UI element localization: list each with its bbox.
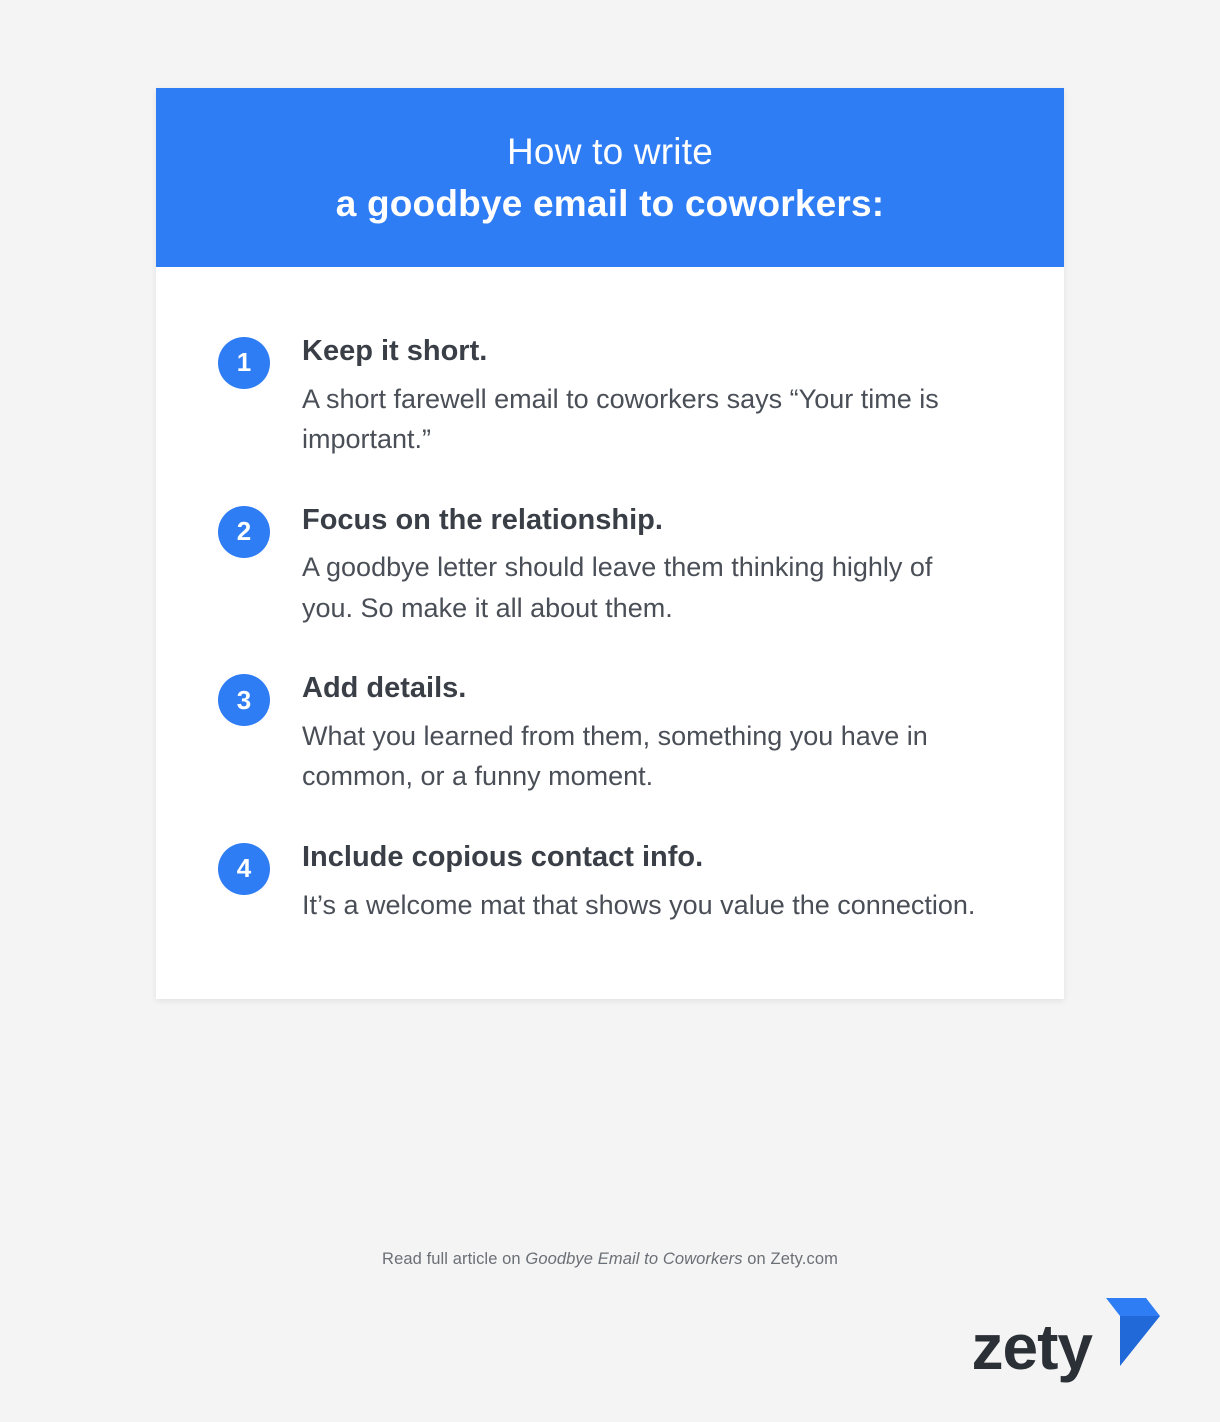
footnote — [0, 1250, 1220, 1269]
step-description: What you learned from them, something you have in common, or a funny moment. — [302, 720, 928, 792]
brand-name: zety — [971, 1311, 1092, 1383]
step-content — [302, 500, 1002, 629]
step-number-badge: 3 — [218, 674, 270, 726]
step-number-badge: 4 — [218, 843, 270, 895]
step-title: Keep it short. — [302, 334, 488, 367]
step-content — [302, 837, 1002, 925]
footnote-article-title: Goodbye Email to Coworkers — [525, 1250, 743, 1268]
card-header — [156, 88, 1064, 267]
list-item — [218, 668, 1002, 797]
infographic-card — [156, 88, 1064, 999]
list-item — [218, 500, 1002, 629]
step-content — [302, 668, 1002, 797]
step-description: It’s a welcome mat that shows you value the connection. — [302, 889, 976, 920]
step-description: A short farewell email to coworkers says “Your time is important.” — [302, 383, 939, 455]
brand-logo — [971, 1296, 1163, 1383]
step-title: Add details. — [302, 672, 467, 705]
step-title: Include copious contact info. — [302, 840, 704, 873]
zety-arrow-icon — [1100, 1296, 1162, 1373]
list-item — [218, 837, 1002, 925]
header-title-line-2: a goodbye email to coworkers: — [335, 182, 885, 224]
step-description: A goodbye letter should leave them thinking highly of you. So make it all about them. — [302, 552, 933, 623]
step-number-badge: 2 — [218, 506, 270, 558]
footnote-suffix: on Zety.com — [742, 1250, 838, 1268]
card-body — [156, 267, 1064, 999]
footnote-prefix: Read full article on — [382, 1250, 526, 1268]
header-title-line-1: How to write — [507, 131, 713, 172]
step-content — [302, 331, 1002, 460]
list-item — [218, 331, 1002, 460]
step-number-badge: 1 — [218, 337, 270, 389]
step-title: Focus on the relationship. — [302, 503, 663, 536]
